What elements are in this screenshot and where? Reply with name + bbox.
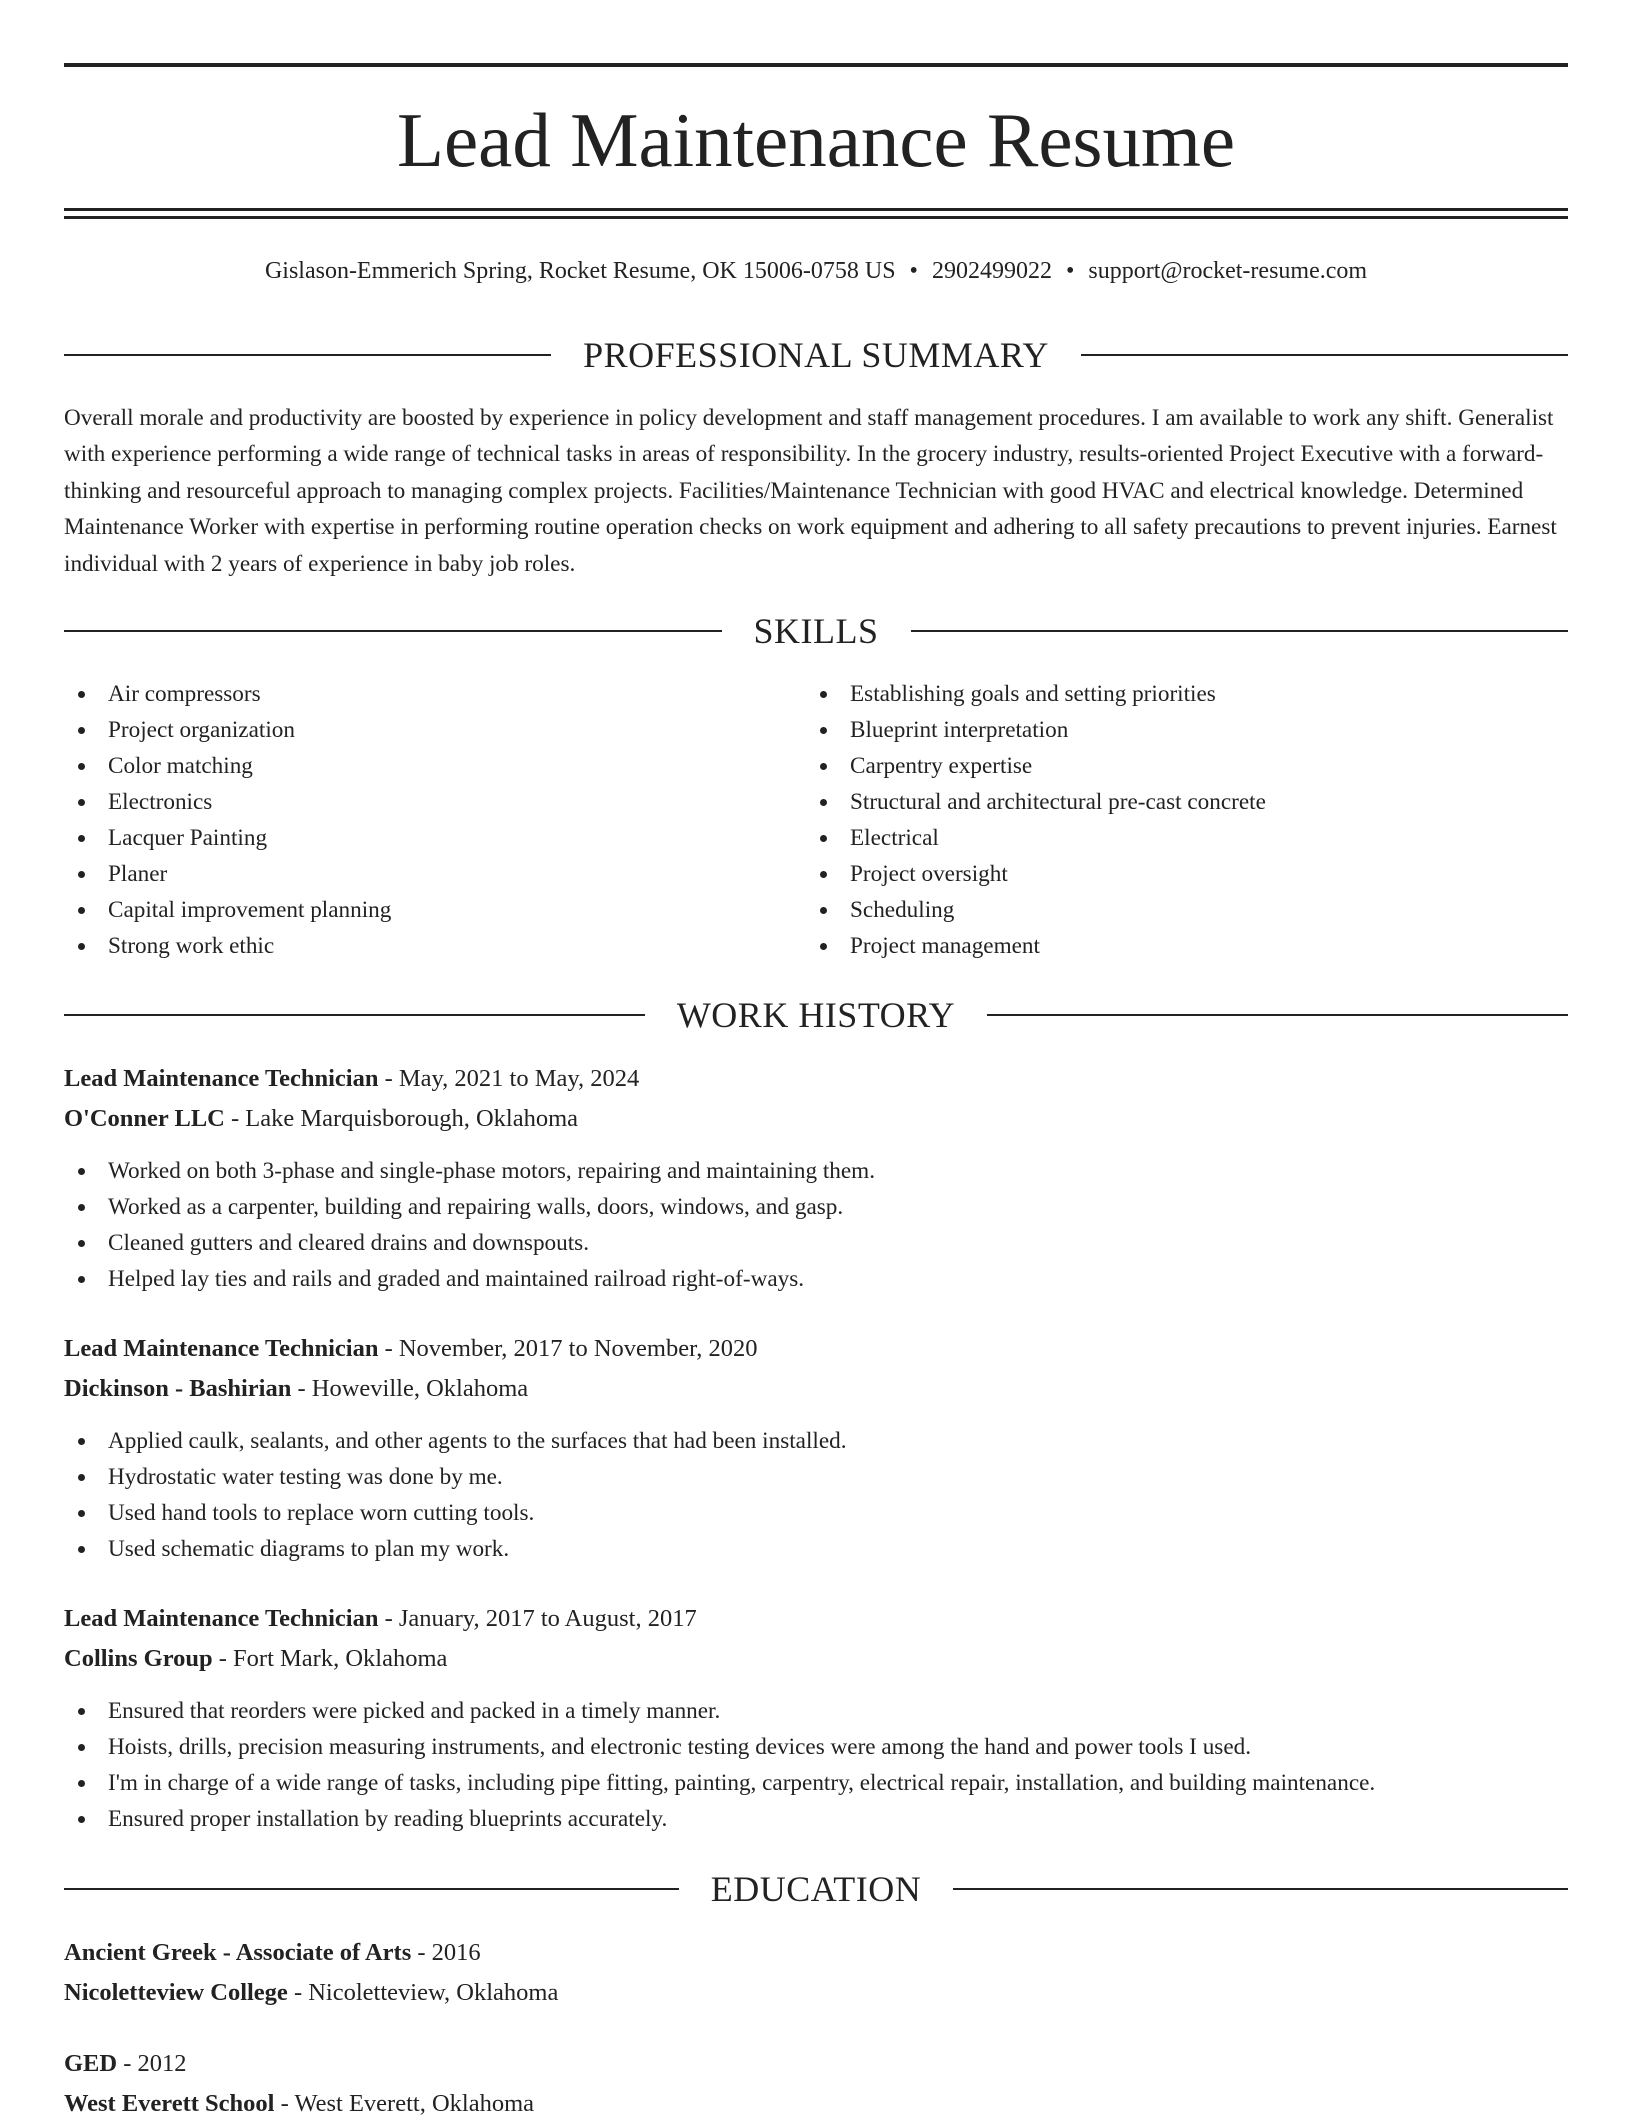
section-rule bbox=[64, 354, 551, 356]
job-company: O'Conner LLC bbox=[64, 1105, 225, 1132]
skill-item: Strong work ethic bbox=[64, 928, 764, 964]
job-bullet: Worked as a carpenter, building and repairing walls, doors, windows, and gasp. bbox=[64, 1189, 1568, 1225]
job-bullet: Applied caulk, sealants, and other agents to the surfaces that had been installed. bbox=[64, 1423, 1568, 1459]
skill-item: Carpentry expertise bbox=[806, 748, 1566, 784]
skill-item: Establishing goals and setting priorities bbox=[806, 676, 1566, 712]
job-bullet: I'm in charge of a wide range of tasks, including pipe fitting, painting, carpentry, electrical repair, installation, and building maintenance. bbox=[64, 1765, 1568, 1801]
contact-email: support@rocket-resume.com bbox=[1088, 258, 1368, 284]
education-entry bbox=[64, 2044, 1568, 2124]
section-rule bbox=[64, 630, 722, 632]
job-title: Lead Maintenance Technician bbox=[64, 1335, 379, 1362]
education-school: Nicoletteview College bbox=[64, 1979, 288, 2006]
work-entry bbox=[64, 1329, 1568, 1567]
job-bullet: Used hand tools to replace worn cutting tools. bbox=[64, 1495, 1568, 1531]
job-company: Collins Group bbox=[64, 1645, 213, 1672]
section-header-work-history bbox=[64, 995, 1568, 1035]
job-bullet: Ensured that reorders were picked and packed in a timely manner. bbox=[64, 1693, 1568, 1729]
education-year: - 2012 bbox=[117, 2050, 187, 2077]
skill-item: Project oversight bbox=[806, 856, 1566, 892]
education-school-line bbox=[64, 1973, 1568, 2013]
job-title-line bbox=[64, 1059, 1568, 1099]
section-title-skills: SKILLS bbox=[753, 611, 879, 651]
skills-list-left bbox=[64, 676, 764, 964]
section-header-summary bbox=[64, 335, 1568, 375]
section-title-summary: PROFESSIONAL SUMMARY bbox=[583, 335, 1049, 375]
skill-item: Scheduling bbox=[806, 892, 1566, 928]
job-title-line bbox=[64, 1329, 1568, 1369]
education-school-line bbox=[64, 2084, 1568, 2124]
section-rule bbox=[64, 1888, 679, 1890]
skill-item: Electronics bbox=[64, 784, 764, 820]
education-degree-line bbox=[64, 1933, 1568, 1973]
education-location: - West Everett, Oklahoma bbox=[274, 2090, 535, 2117]
contact-separator: • bbox=[909, 258, 918, 284]
contact-phone: 2902499022 bbox=[931, 258, 1052, 284]
section-rule bbox=[64, 1014, 645, 1016]
section-rule bbox=[1081, 354, 1568, 356]
section-title-education: EDUCATION bbox=[710, 1869, 922, 1909]
contact-address: Gislason-Emmerich Spring, Rocket Resume, OK 15006-0758 US bbox=[264, 258, 896, 284]
summary-paragraph: Overall morale and productivity are boosted by experience in policy development and staff management procedures. I am available to work any shift. Generalist with experience performing a wide range of technical tasks in areas of responsibility. In the grocery industry, results-oriented Project Executive with a forward-thinking and resourceful approach to managing complex projects. Facilities/Maintenance Technician with good HVAC and electrical knowledge. Determined Maintenance Worker with expertise in performing routine operation checks on work equipment and adhering to all safety precautions to prevent injuries. Earnest individual with 2 years of experience in baby job roles. bbox=[64, 405, 1557, 577]
job-location: - Fort Mark, Oklahoma bbox=[212, 1645, 448, 1672]
skill-item: Air compressors bbox=[64, 676, 764, 712]
job-bullet: Worked on both 3-phase and single-phase motors, repairing and maintaining them. bbox=[64, 1153, 1568, 1189]
job-location: - Lake Marquisborough, Oklahoma bbox=[224, 1105, 578, 1132]
skill-item: Color matching bbox=[64, 748, 764, 784]
job-bullet: Hoists, drills, precision measuring instruments, and electronic testing devices were among the hand and power tools I used. bbox=[64, 1729, 1568, 1765]
contact-separator: • bbox=[1065, 258, 1075, 284]
skill-item: Structural and architectural pre-cast concrete bbox=[806, 784, 1566, 820]
skill-item: Blueprint interpretation bbox=[806, 712, 1566, 748]
education-year: - 2016 bbox=[411, 1939, 481, 1966]
section-header-education bbox=[64, 1869, 1568, 1909]
education-location: - Nicoletteview, Oklahoma bbox=[287, 1979, 559, 2006]
skill-item: Project organization bbox=[64, 712, 764, 748]
job-dates: - November, 2017 to November, 2020 bbox=[378, 1335, 758, 1362]
contact-line bbox=[64, 255, 1568, 287]
work-entry bbox=[64, 1059, 1568, 1297]
section-rule bbox=[987, 1014, 1568, 1016]
skill-item: Planer bbox=[64, 856, 764, 892]
job-bullets bbox=[64, 1153, 1568, 1297]
job-company-line bbox=[64, 1369, 1568, 1409]
section-header-skills bbox=[64, 611, 1568, 651]
education-degree-line bbox=[64, 2044, 1568, 2084]
job-company: Dickinson - Bashirian bbox=[64, 1375, 292, 1402]
education-school: West Everett School bbox=[64, 2090, 275, 2117]
job-title: Lead Maintenance Technician bbox=[64, 1605, 379, 1632]
skill-item: Electrical bbox=[806, 820, 1566, 856]
education-entry bbox=[64, 1933, 1568, 2013]
job-dates: - January, 2017 to August, 2017 bbox=[378, 1605, 697, 1632]
header-top-rule bbox=[64, 63, 1568, 67]
resume-title: Lead Maintenance Resume bbox=[396, 97, 1236, 183]
header-double-rule-lower bbox=[64, 216, 1568, 219]
education-degree: Ancient Greek - Associate of Arts bbox=[64, 1939, 412, 1966]
skill-item: Capital improvement planning bbox=[64, 892, 764, 928]
section-title-work-history: WORK HISTORY bbox=[676, 995, 956, 1035]
job-title-line bbox=[64, 1599, 1568, 1639]
header-double-rule-upper bbox=[64, 208, 1568, 211]
job-bullet: Hydrostatic water testing was done by me. bbox=[64, 1459, 1568, 1495]
skill-item: Lacquer Painting bbox=[64, 820, 764, 856]
skills-list-right bbox=[806, 676, 1566, 964]
job-bullets bbox=[64, 1423, 1568, 1567]
job-company-line bbox=[64, 1099, 1568, 1139]
job-bullet: Ensured proper installation by reading blueprints accurately. bbox=[64, 1801, 1568, 1837]
job-title: Lead Maintenance Technician bbox=[64, 1065, 379, 1092]
skill-item: Project management bbox=[806, 928, 1566, 964]
job-company-line bbox=[64, 1639, 1568, 1679]
education-degree: GED bbox=[64, 2050, 118, 2077]
job-dates: - May, 2021 to May, 2024 bbox=[378, 1065, 640, 1092]
section-rule bbox=[911, 630, 1569, 632]
work-entry bbox=[64, 1599, 1568, 1837]
section-rule bbox=[953, 1888, 1568, 1890]
job-bullet: Used schematic diagrams to plan my work. bbox=[64, 1531, 1568, 1567]
job-location: - Howeville, Oklahoma bbox=[291, 1375, 529, 1402]
job-bullet: Helped lay ties and rails and graded and maintained railroad right-of-ways. bbox=[64, 1261, 1568, 1297]
job-bullet: Cleaned gutters and cleared drains and downspouts. bbox=[64, 1225, 1568, 1261]
job-bullets bbox=[64, 1693, 1568, 1837]
